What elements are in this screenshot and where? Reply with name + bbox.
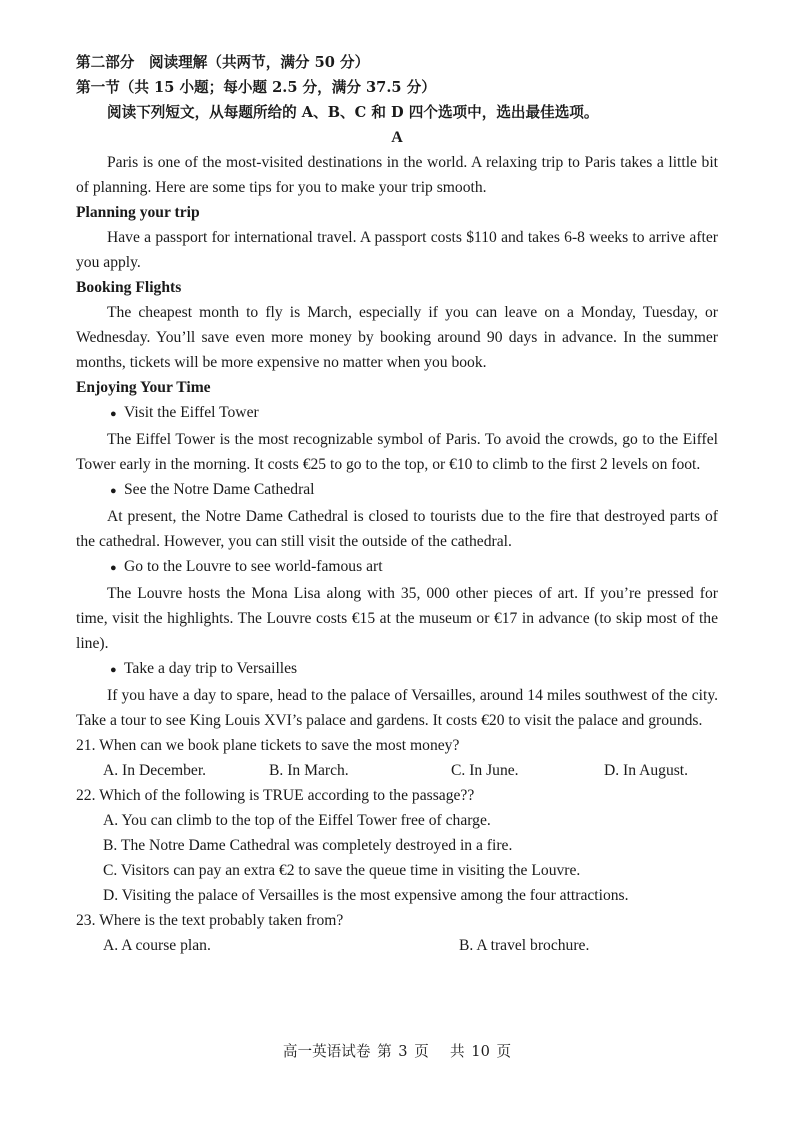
option: C. Visitors can pay an extra €2 to save the queue time in visiting the Louvre. (103, 862, 581, 879)
question-options (76, 758, 718, 783)
bullet-icon: ● (110, 485, 117, 497)
instruction: 阅读下列短文，从每题所给的 A、B、C 和 D 四个选项中，选出最佳选项。 (107, 104, 599, 121)
passage-intro: Paris is one of the most-visited destinations in the world. A relaxing trip to Paris takes a little bit of planning. Here are some tips for you to make your trip smooth. (76, 154, 718, 196)
attraction-title (76, 656, 718, 683)
exam-page (76, 50, 718, 958)
booking-heading: Booking Flights (76, 279, 182, 296)
passage-letter: A (391, 129, 403, 146)
booking-text: The cheapest month to fly is March, especially if you can leave on a Monday, Tuesday, or Wednesday. You’ll save even more money by booking around 90 days in advance. In the summer months, tickets will be more expensive no matter when you book. (76, 304, 718, 371)
option: D. Visiting the palace of Versailles is the most expensive among the four attractions. (103, 887, 629, 904)
attraction-text: The Eiffel Tower is the most recognizable symbol of Paris. To avoid the crowds, go to the Eiffel Tower early in the morning. It costs €25 to go to the top, or €10 to climb to the first 2 levels on foot. (76, 431, 718, 473)
attraction-title (76, 554, 718, 581)
question-stem: 22. Which of the following is TRUE according to the passage?? (76, 787, 475, 804)
page-footer: 高一英语试卷 第 3 页 共 10 页 (282, 1043, 512, 1060)
option: B. A travel brochure. (459, 937, 590, 954)
option: C. In June. (451, 762, 519, 779)
bullet-icon: ● (110, 562, 117, 574)
option: D. In August. (604, 762, 689, 779)
subsection-title: 第一节（共 15 小题；每小题 2.5 分，满分 37.5 分） (76, 79, 436, 96)
part-title: 第二部分 阅读理解（共两节，满分 50 分） (76, 54, 370, 71)
question-stem: 21. When can we book plane tickets to save the most money? (76, 737, 460, 754)
bullet-icon: ● (110, 664, 117, 676)
planning-heading: Planning your trip (76, 204, 200, 221)
attraction-title-text: See the Notre Dame Cathedral (124, 481, 315, 498)
option: A. A course plan. (103, 937, 211, 954)
attraction-title (76, 400, 718, 427)
question-options (76, 933, 718, 958)
enjoying-heading: Enjoying Your Time (76, 379, 211, 396)
option: B. The Notre Dame Cathedral was completely destroyed in a fire. (103, 837, 513, 854)
attraction-text: At present, the Notre Dame Cathedral is closed to tourists due to the fire that destroyed parts of the cathedral. However, you can still visit the outside of the cathedral. (76, 508, 718, 550)
planning-text: Have a passport for international travel. A passport costs $110 and takes 6-8 weeks to arrive after you apply. (76, 229, 718, 271)
attraction-text: If you have a day to spare, head to the palace of Versailles, around 14 miles southwest of the city. Take a tour to see King Louis XVI’s palace and gardens. It costs €20 to visit the palace and grounds. (76, 687, 718, 729)
option: B. In March. (269, 762, 349, 779)
attraction-title-text: Take a day trip to Versailles (124, 660, 298, 677)
question-stem: 23. Where is the text probably taken from? (76, 912, 344, 929)
option: A. In December. (103, 762, 207, 779)
attraction-title-text: Go to the Louvre to see world-famous art (124, 558, 383, 575)
attraction-text: The Louvre hosts the Mona Lisa along with 35, 000 other pieces of art. If you’re pressed for time, visit the highlights. The Louvre costs €15 at the museum or €17 in advance (to skip most of the line). (76, 585, 718, 652)
attraction-title (76, 477, 718, 504)
attraction-title-text: Visit the Eiffel Tower (124, 404, 259, 421)
bullet-icon: ● (110, 408, 117, 420)
option: A. You can climb to the top of the Eiffel Tower free of charge. (103, 812, 491, 829)
